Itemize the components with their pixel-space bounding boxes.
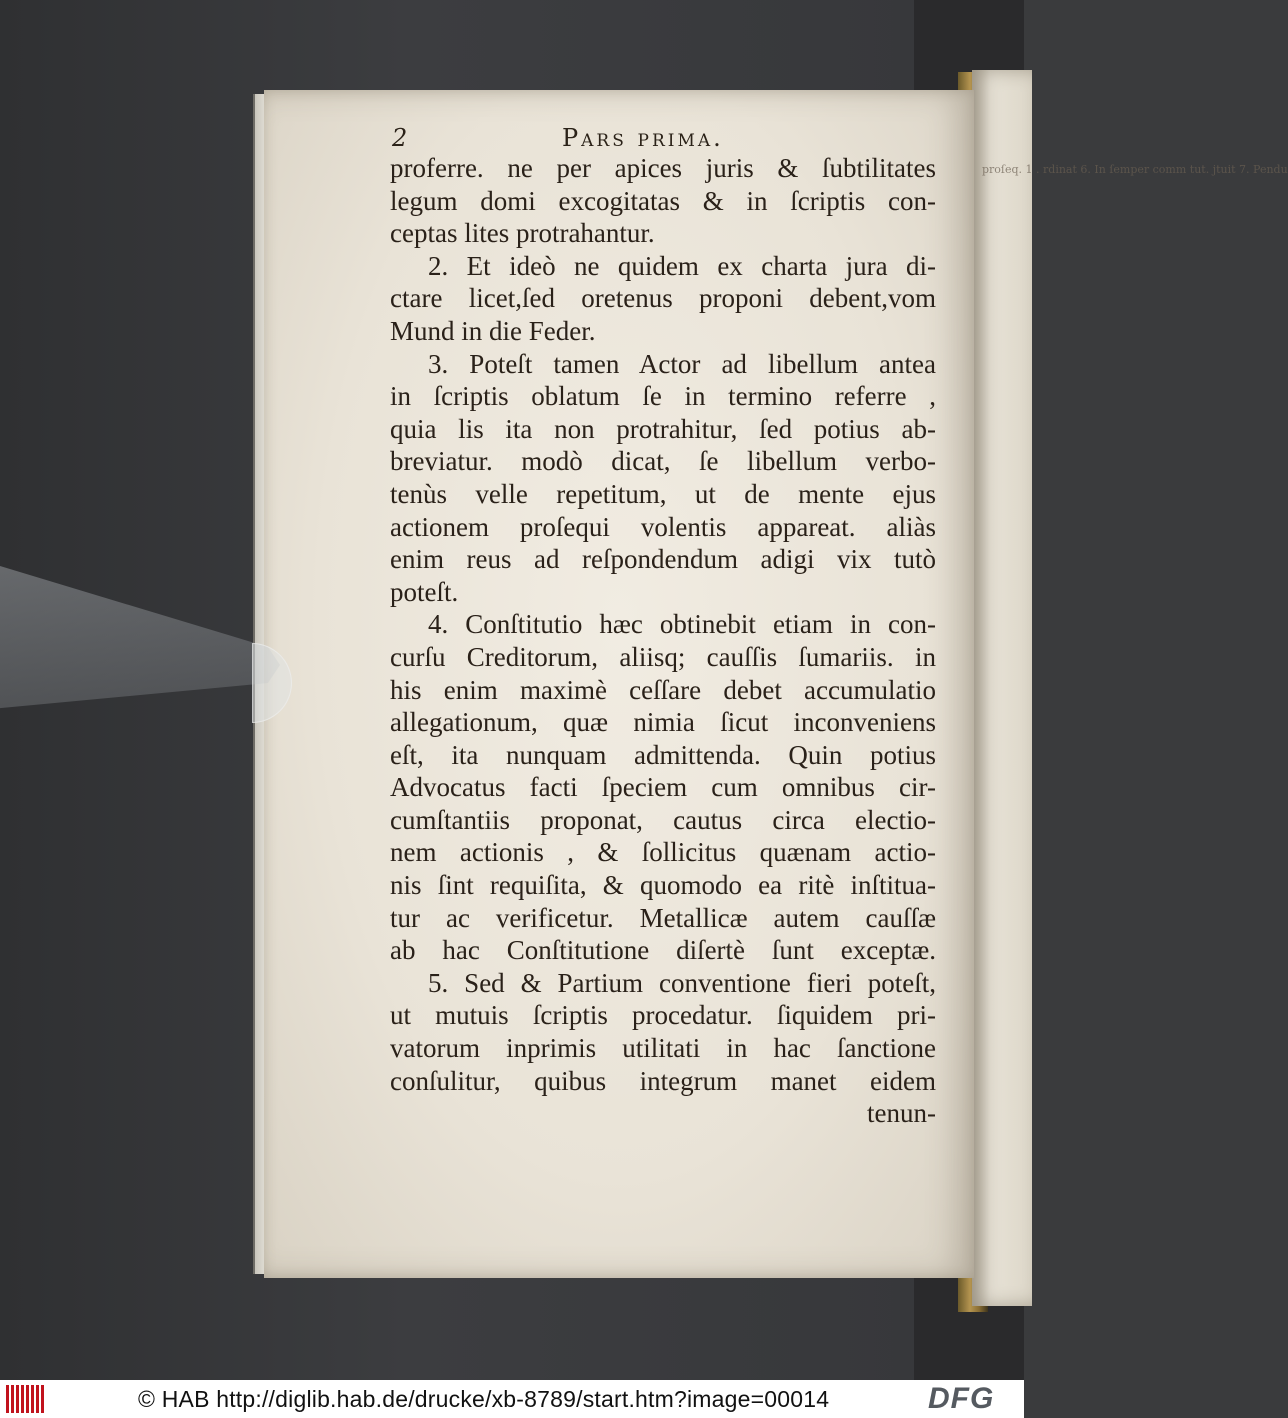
text-line: 2. Et ideò ne quidem ex charta jura di- (428, 250, 936, 281)
dfg-logo: DFG (928, 1382, 995, 1415)
facing-page-text: proſeq. 1 . rdinat 6. In ſemper comm tut. jtuit 7. Pendu (982, 163, 1288, 176)
page-holder-clip (0, 560, 280, 710)
text-line: nem actionis , & ſollicitus quænam actio- (390, 837, 936, 868)
catchword: tenun- (867, 1098, 936, 1129)
text-line: ceptas lites protrahantur. (390, 218, 655, 249)
text-line: 4. Conſtitutio hæc obtinebit etiam in con- (428, 609, 936, 640)
text-line: ctare licet,ſed oretenus proponi debent,vom (390, 283, 936, 314)
text-line: legum domi excogitatas & in ſcriptis con- (390, 185, 936, 216)
text-line: cumſtantiis proponat, cautus circa electio- (390, 804, 936, 835)
text-line: ut mutuis ſcriptis procedatur. ſiquidem pri- (390, 1000, 936, 1031)
page-number: 2 (392, 124, 408, 152)
text-line: allegationum, quæ nimia ſicut inconveniens (390, 707, 936, 738)
text-line: Mund in die Feder. (390, 315, 596, 346)
text-line: curſu Creditorum, aliisq; cauſſis ſumariis. in (390, 641, 936, 672)
text-line: nis ſint requiſita, & quomodo ea ritè inſtitua- (390, 870, 936, 901)
page-text (390, 152, 936, 1130)
hab-barcode-logo-icon (6, 1385, 44, 1413)
text-line: vatorum inprimis utilitati in hac ſanctione (390, 1033, 936, 1064)
text-line: actionem proſequi volentis appareat. aliàs (390, 511, 936, 542)
text-line: ab hac Conſtitutione diſertè ſunt exceptæ. (390, 935, 936, 966)
text-line: poteſt. (390, 576, 459, 607)
text-line: his enim maximè ceſſare debet accumulatio (390, 674, 936, 705)
text-line: 3. Poteſt tamen Actor ad libellum antea (428, 348, 936, 379)
text-line: breviatur. modò dicat, ſe libellum verbo- (390, 446, 936, 477)
text-line: enim reus ad reſpondendum adigi vix tutò (390, 544, 936, 575)
text-line: proferre. ne per apices juris & ſubtilitates (390, 153, 936, 183)
text-line: Advocatus facti ſpeciem cum omnibus cir- (390, 772, 936, 803)
text-line: eſt, ita nunquam admittenda. Quin potius (390, 739, 936, 770)
text-line: tur ac verificetur. Metallicæ autem cauſſæ (390, 902, 936, 933)
text-line: tenùs velle repetitum, ut de mente ejus (390, 478, 936, 509)
text-line: quia lis ita non protrahitur, ſed potius ab- (390, 413, 936, 444)
footer-credit-link[interactable]: © HAB http://diglib.hab.de/drucke/xb-8789/start.htm?image=00014 (138, 1386, 830, 1412)
text-line: in ſcriptis oblatum ſe in termino referre , (390, 381, 936, 412)
running-head: Pars prima. (562, 124, 724, 152)
text-line: 5. Sed & Partium conventione fieri poteſt, (428, 967, 936, 998)
footer-bar (0, 1380, 1024, 1418)
text-line: conſulitur, quibus integrum manet eidem (390, 1065, 936, 1096)
